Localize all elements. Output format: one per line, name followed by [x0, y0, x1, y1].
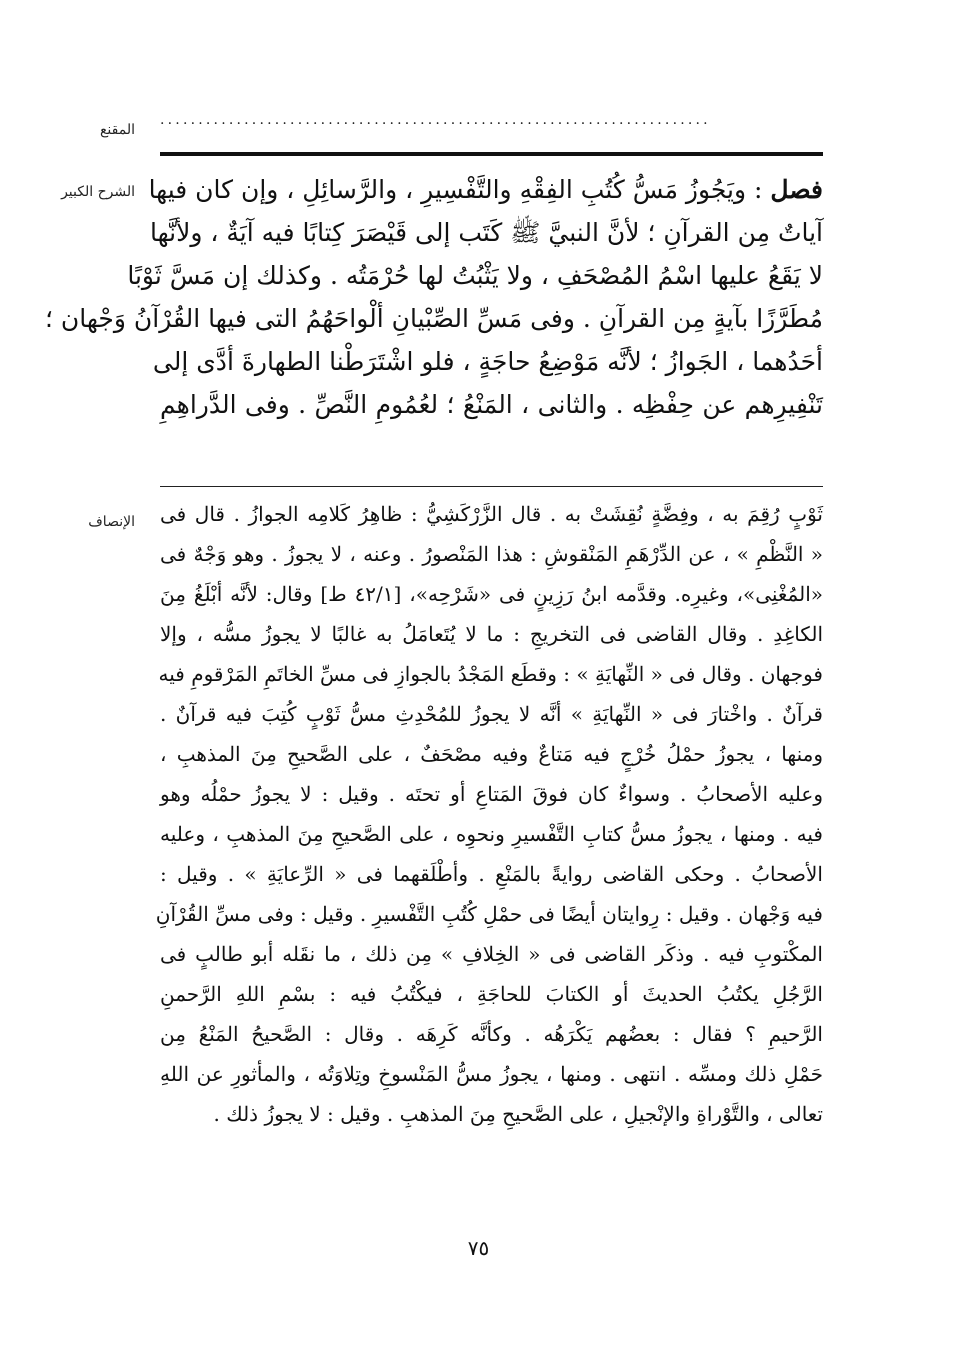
- margin-label-muqni: المقنع: [99, 122, 135, 138]
- insaf-line-11: فيه وَجْهان . وقيل : رِوايتان أيضًا فى حمْلِ كُتُبِ التَّفْسيرِ . وقيل : وفى مسِّ القُرْآنِ: [155, 902, 823, 926]
- insaf-line-5: فوجهان . وقال فى « النِّهايَةِ » : وقطَع المَجْدُ بالجوازِ فى مسِّ الخاتَمِ المَرْقومِ فيه: [158, 662, 823, 686]
- insaf-line-3: «المُغْنِى»، وغيرِه. وقدَّمه ابنُ رَزِينٍ فى «شَرْحِه»، [٤٢/١ ط] وقال: لأنَّه أبْلَغُ مِنَ: [160, 582, 823, 606]
- insaf-text-block: [155, 494, 823, 1134]
- sharh-line-5: أحَدُهما ، الجَوازُ ؛ لأنَّه مَوْضِعُ حاجَةٍ ، فلو اشْتَرَطْنا الطهارةَ أدَّى إلى: [152, 347, 823, 376]
- thin-divider: [160, 486, 823, 487]
- insaf-line-6: قرآنٌ . واخْتارَ فى « النِّهايَةِ » أنَّه لا يجوزُ للمُحْدِثِ مسُّ ثَوْبٍ كُتِبَ فيه قرآنٌ .: [160, 702, 823, 726]
- insaf-line-4: الكاغِدِ . وقال القاضى فى التخريجِ : ما لا يُتَعامَلُ به غالبًا لا يجوزُ مسُّه ، وإلا: [160, 622, 823, 646]
- insaf-line-16: تعالى ، والتَّوْراةِ والإنْجيلِ ، على الصَّحيحِ مِنَ المذهبِ . وقيل : لا يجوزُ ذلك .: [213, 1102, 823, 1126]
- insaf-line-15: حَمْلِ ذلك ومسِّه . انتهى . ومنها ، يجوزُ مسُّ المَنْسوخِ وتِلاوَتُه ، والمأثورِ عن اللهِ: [160, 1062, 823, 1086]
- sharh-line-6: تَنْفِيرِهم عن حِفْظِه . والثانى ، المَنْعُ ؛ لعُمُومِ النَّصِّ . وفى الدَّراهِمِ: [160, 390, 823, 419]
- insaf-line-12: المكْتوبِ فيه . وذكَر القاضى فى « الخِلافِ » مِن ذلك ، ما نقَله أبو طالبٍ فى: [160, 942, 823, 966]
- sharh-line-1-text: : ويَجُوزُ مَسُّ كُتُبِ الفِقْهِ والتَّفْسِيرِ ، والرَّسائِلِ ، وإن كان فيها: [148, 175, 763, 204]
- fasl-heading: فصل: [770, 175, 823, 204]
- insaf-line-8: وعليه الأصحابُ . وسواءٌ كان فوقَ المَتاعِ أو تحتَه . وقيل : لا يجوزُ حمْلُه وهو: [160, 782, 823, 806]
- insaf-line-13: الرَّجُلِ يكتُبُ الحديثَ أو الكتابَ للحاجَةِ ، فيكْتُبُ فيه : بسْمِ اللهِ الرَّحمنِ: [160, 982, 823, 1006]
- insaf-line-1: ثَوْبٍ رُقِمَ به ، وفِضَّةٍ نُقِشَتْ به . قال الزَّرْكَشِيُّ : ظاهِرُ كَلامِه الجوازُ . قال فى: [160, 502, 823, 526]
- insaf-line-7: ومنها ، يجوزُ حمْلُ خُرْجٍ فيه مَتاعٌ وفيه مصْحَفٌ ، على الصَّحيحِ مِنَ المذهبِ ،: [160, 742, 823, 766]
- sharh-line-1: [148, 168, 823, 211]
- margin-label-sharh: الشرح الكبير: [61, 184, 135, 200]
- sharh-line-4: مُطَرَّزًا بآيةٍ مِن القرآنِ . وفى مَسِّ الصِّبْيانِ ألْواحَهُمُ التى فيها القُرْآنُ وَجْهان ؛: [45, 304, 823, 333]
- sharh-line-3: لا يَقَعُ عليها اسْمُ المُصْحَفِ ، ولا يَثْبُتُ لها حُرْمَتُه . وكذلك إن مَسَّ ثَوْبًا: [127, 261, 823, 290]
- page-number: ٧٥: [467, 1236, 490, 1260]
- thick-divider: [160, 152, 823, 156]
- insaf-line-9: فيه . ومنها ، يجوزُ مسُّ كتابِ التَّفْسيرِ ونحوِه ، على الصَّحيحِ مِنَ المذهبِ ، وعليه: [160, 822, 823, 846]
- insaf-line-10: الأصحابُ . وحكى القاضى روايةً بالمَنْعِ . وأطْلَقهما فى « الرِّعايَةِ » . وقيل :: [160, 862, 823, 886]
- dotted-separator: ........................................................................: [160, 112, 711, 128]
- margin-label-insaf: الإنصاف: [88, 514, 135, 530]
- insaf-line-2: « النَّظْمِ » ، عن الدِّرْهَمِ المَنْقوشِ : هذا المَنْصورُ . وعنه ، لا يجوزُ . وهو وَجْهٌ فى: [160, 542, 823, 566]
- sharh-line-2: آياتٌ مِن القرآنِ ؛ لأنَّ النبيَّ ﷺ كَتَب إلى قَيْصَرَ كِتابًا فيه آيَةٌ ، ولأنَّها: [150, 218, 823, 247]
- insaf-line-14: الرَّحيمِ ؟ فقال : بعضُهم يَكْرَهُه . وكأنَّه كَرِهَه . وقال : الصَّحيحُ المَنْعُ مِن: [160, 1022, 823, 1046]
